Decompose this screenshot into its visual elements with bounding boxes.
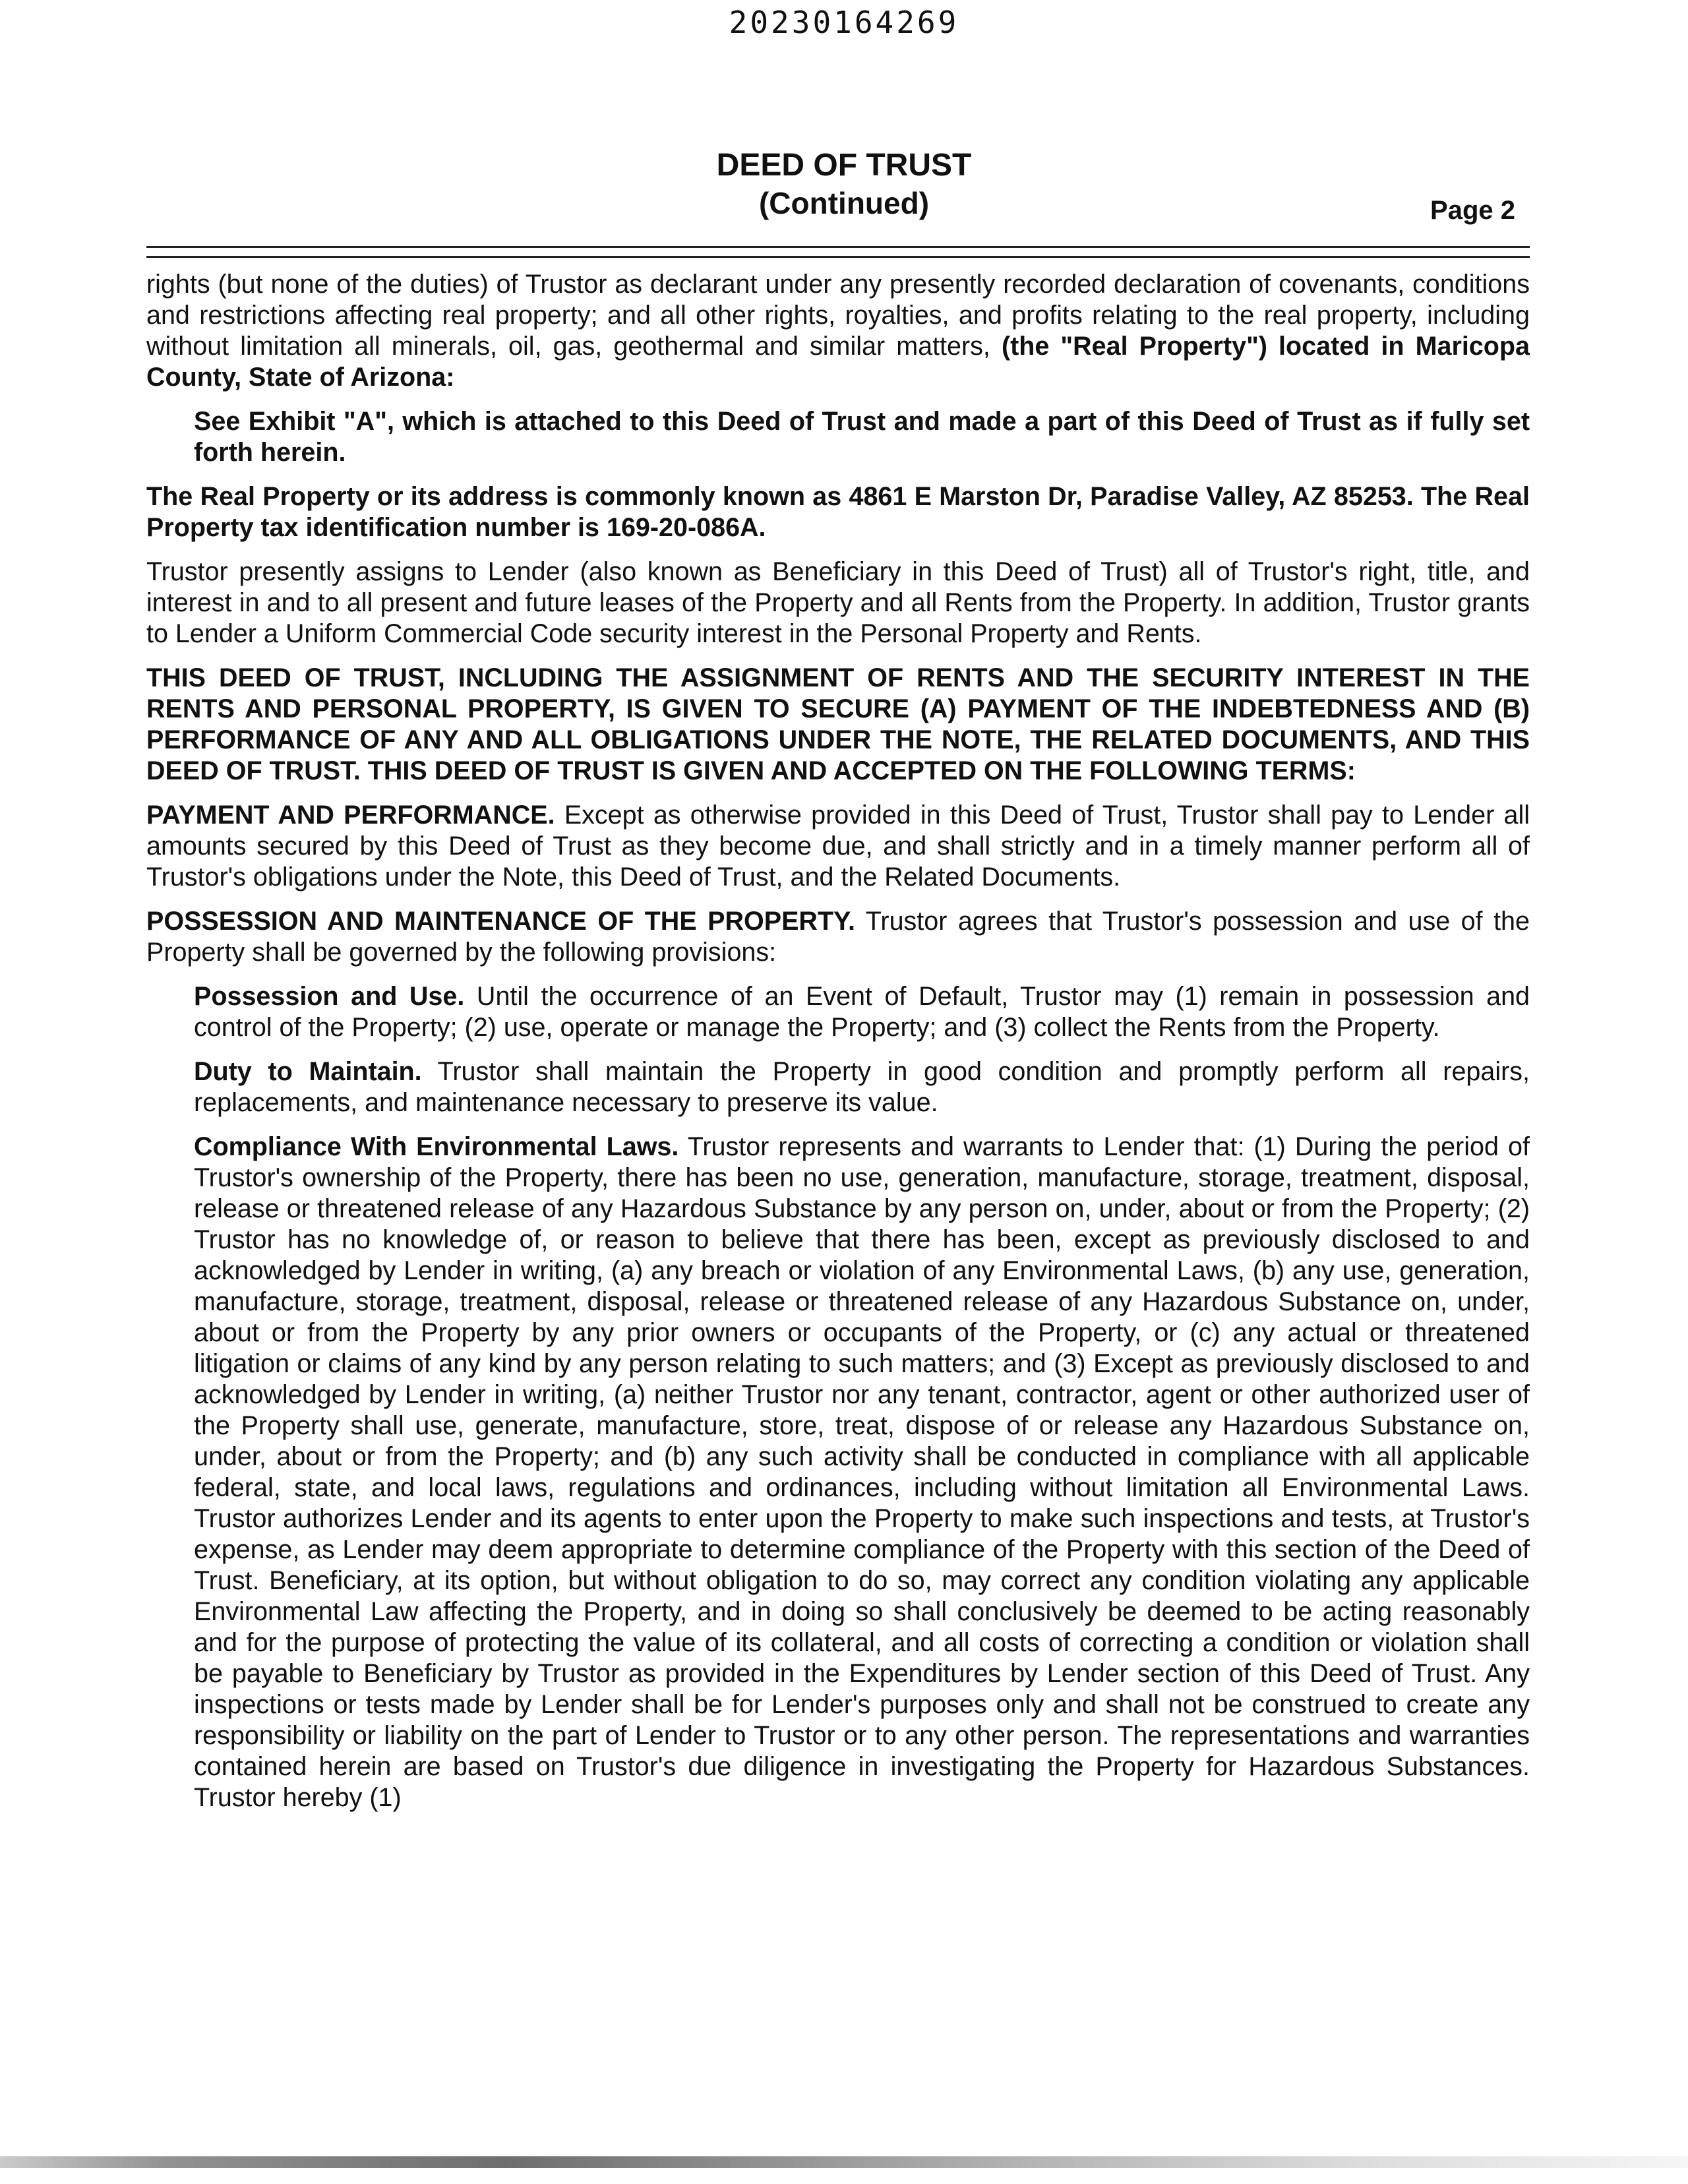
section-heading: POSSESSION AND MAINTENANCE OF THE PROPERTY. [146,907,856,936]
paragraph-environmental-compliance: Compliance With Environmental Laws. Trustor represents and warrants to Lender that: (1) During the period of Trustor's ownership of the Property, there has been no use, generation, manufacture, storage, treatment, disposal, release or threatened release of any Hazardous Substance by any person on, under, about or from the Property; (2) Trustor has no knowledge of, or reason to believe that there has been, except as previously disclosed to and acknowledged by Lender in writing, (a) any breach or violation of any Environmental Laws, (b) any use, generation, manufacture, storage, treatment, disposal, release or threatened release of any Hazardous Substance on, under, about or from the Property by any prior owners or occupants of the Property, or (c) any actual or threatened litigation or claims of any kind by any person relating to such matters; and (3) Except as previously disclosed to and acknowledged by Lender in writing, (a) neither Trustor nor any tenant, contractor, agent or other authorized user of the Property shall use, generate, manufacture, store, treat, dispose of or release any Hazardous Substance on, under, about or from the Property; and (b) any such activity shall be conducted in compliance with all applicable federal, state, and local laws, regulations and ordinances, including without limitation all Environmental Laws. Trustor authorizes Lender and its agents to enter upon the Property to make such inspections and tests, at Trustor's expense, as Lender may deem appropriate to determine compliance of the Property with this section of the Deed of Trust. Beneficiary, at its option, but without obligation to do so, may correct any condition violating any applicable Environmental Law affecting the Property, and in doing so shall conclusively be deemed to be acting reasonably and for the purpose of protecting the value of its collateral, and all costs of correcting a condition or violation shall be payable to Beneficiary by Trustor as provided in the Expenditures by Lender section of this Deed of Trust. Any inspections or tests made by Lender shall be for Lender's purposes only and shall not be construed to create any responsibility or liability on the part of Lender to Trustor or to any other person. The representations and warranties contained herein are based on Trustor's due diligence in investigating the Property for Hazardous Substances. Trustor hereby (1) [194,1132,1530,1812]
paragraph-security-statement: THIS DEED OF TRUST, INCLUDING THE ASSIGNMENT OF RENTS AND THE SECURITY INTEREST IN THE RENTS AND PERSONAL PROPERTY, IS GIVEN TO SECURE (A) PAYMENT OF THE INDEBTEDNESS AND (B) PERFORMANCE OF ANY AND ALL OBLIGATIONS UNDER THE NOTE, THE RELATED DOCUMENTS, AND THIS DEED OF TRUST. THIS DEED OF TRUST IS GIVEN AND ACCEPTED ON THE FOLLOWING TERMS: [146,663,1530,785]
paragraph-payment-and-performance: PAYMENT AND PERFORMANCE. Except as otherwise provided in this Deed of Trust, Trustor shall pay to Lender all amounts secured by this Deed of Trust as they become due, and shall strictly and in a timely manner perform all of Trustor's obligations under the Note, this Deed of Trust, and the Related Documents. [146,801,1530,892]
paragraph-assignment-of-rents: Trustor presently assigns to Lender (also known as Beneficiary in this Deed of Trust) all of Trustor's right, title, and interest in and to all present and future leases of the Property and all Rents from the Property. In addition, Trustor grants to Lender a Uniform Commercial Code security interest in the Personal Property and Rents. [146,557,1530,648]
document-title: DEED OF TRUST [716,148,972,183]
paragraph-real-property: rights (but none of the duties) of Trustor as declarant under any presently recorded declaration of covenants, conditions and restrictions affecting real property; and all other rights, royalties, and profits relating to the real property, including without limitation all minerals, oil, gas, geothermal and similar matters, (the "Real Property") located in Maricopa County, State of Arizona: [146,270,1530,392]
document-body [146,269,1530,1827]
property-address: 4861 E Marston Dr, Paradise Valley, AZ 85253. [849,482,1414,511]
header-divider-top [146,246,1530,248]
recording-number: 20230164269 [729,5,959,40]
paragraph-property-address: The Real Property or its address is commonly known as 4861 E Marston Dr, Paradise Valley, AZ 85253. The Real Property tax identification number is 169-20-086A. [146,482,1530,542]
paragraph-exhibit-a: See Exhibit "A", which is attached to this Deed of Trust and made a part of this Deed of Trust as if fully set forth herein. [194,407,1530,467]
document-subtitle: (Continued) [758,186,930,220]
subsection-heading: Compliance With Environmental Laws. [194,1132,679,1161]
header-divider-bottom [146,256,1530,258]
section-heading: PAYMENT AND PERFORMANCE. [146,801,555,830]
paragraph-possession-and-maintenance: POSSESSION AND MAINTENANCE OF THE PROPERTY. Trustor agrees that Trustor's possession and use of the Property shall be governed by the following provisions: [146,907,1530,967]
page-number: Page 2 [1430,196,1515,225]
subsection-heading: Possession and Use. [194,982,465,1011]
paragraph-possession-and-use: Possession and Use. Until the occurrence of an Event of Default, Trustor may (1) remain in possession and control of the Property; (2) use, operate or manage the Property; and (3) collect the Rents from the Property. [194,982,1530,1042]
scan-edge-artifact [0,2156,1688,2168]
tax-identification-number: 169-20-086A. [606,513,766,542]
subsection-heading: Duty to Maintain. [194,1057,422,1086]
paragraph-duty-to-maintain: Duty to Maintain. Trustor shall maintain the Property in good condition and promptly perform all repairs, replacements, and maintenance necessary to preserve its value. [194,1057,1530,1117]
